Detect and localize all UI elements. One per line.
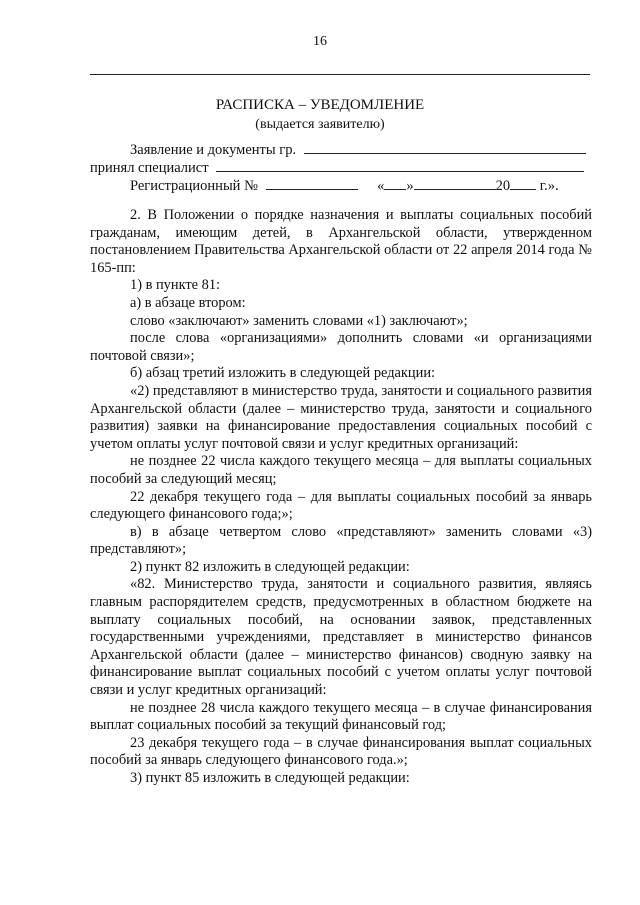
paragraph: 3) пункт 85 изложить в следующей редакции: [130, 770, 410, 786]
paragraph: после слова «организациями» дополнить словами «и организациями почтовой связи»; [90, 330, 592, 364]
document-body [90, 207, 592, 788]
paragraph: б) абзац третий изложить в следующей редакции: [130, 365, 436, 382]
applicant-label: Заявление и документы гр. [130, 142, 297, 158]
receipt-subtitle: (выдается заявителю) [255, 117, 385, 132]
receipt-registration-line [130, 176, 559, 195]
day-blank [384, 176, 406, 190]
specialist-label: принял специалист [90, 160, 209, 176]
paragraph: а) в абзаце втором: [130, 294, 246, 311]
paragraph: не позднее 28 числа каждого текущего месяца – в случае финансирования выплат социальных пособий за текущий финансовый год; [90, 699, 592, 734]
paragraph: 2. В Положении о порядке назначения и выплаты социальных пособий гражданам, имеющим детей, в Архангельской области, утвержденном постановлением Правительства Архангельской области от 22 апреля 2014 года № 165-пп: [90, 207, 592, 276]
receipt-specialist-line [90, 158, 584, 177]
year-prefix: 20 [495, 178, 511, 194]
applicant-blank [304, 140, 586, 154]
registration-label: Регистрационный № [130, 178, 258, 194]
paragraph: в) в абзаце четвертом слово «представляют» заменить словами «3) представляют»; [90, 523, 592, 558]
receipt-title: РАСПИСКА – УВЕДОМЛЕНИЕ [215, 97, 425, 113]
paragraph: «82. Министерство труда, занятости и социального развития, являясь главным распорядителем средств, предусмотренных в областном бюджете на выплату социальных пособий, на основании заявок, представленных государственными учреждениями, представляет в министерство финансов Архангельской области (далее – министерство финансов) сводную заявку на финансирование выплат социальных пособий с учетом оплаты услуг почтовой связи и услуг кредитных организаций: [90, 576, 592, 699]
date-close-quote: » [406, 178, 414, 194]
specialist-blank [216, 158, 584, 172]
paragraph: 23 декабря текущего года – в случае финансирования выплат социальных пособий за январь следующего финансового года.»; [90, 734, 592, 769]
registration-number-blank [266, 176, 358, 190]
year-blank [510, 176, 536, 190]
year-suffix: г.». [539, 178, 559, 194]
paragraph: слово «заключают» заменить словами «1) заключают»; [130, 312, 468, 329]
date-open-quote: « [377, 178, 385, 194]
receipt-applicant-line [130, 140, 586, 159]
header-rule [90, 74, 590, 75]
paragraph: 22 декабря текущего года – для выплаты социальных пособий за январь следующего финансового года;»; [90, 488, 592, 523]
page-number: 16 [313, 34, 327, 49]
paragraph: не позднее 22 числа каждого текущего месяца – для выплаты социальных пособий за следующий месяц; [90, 453, 592, 487]
month-blank [414, 176, 496, 190]
paragraph: 1) в пункте 81: [130, 277, 221, 294]
paragraph: 2) пункт 82 изложить в следующей редакции: [130, 558, 410, 575]
paragraph: «2) представляют в министерство труда, занятости и социального развития Архангельской области (далее – министерство труда, занятости и социального развития) заявки на финансирование предоставления социальных пособий с учетом оплаты услуг почтовой связи и услуг кредитных организаций: [90, 382, 592, 452]
